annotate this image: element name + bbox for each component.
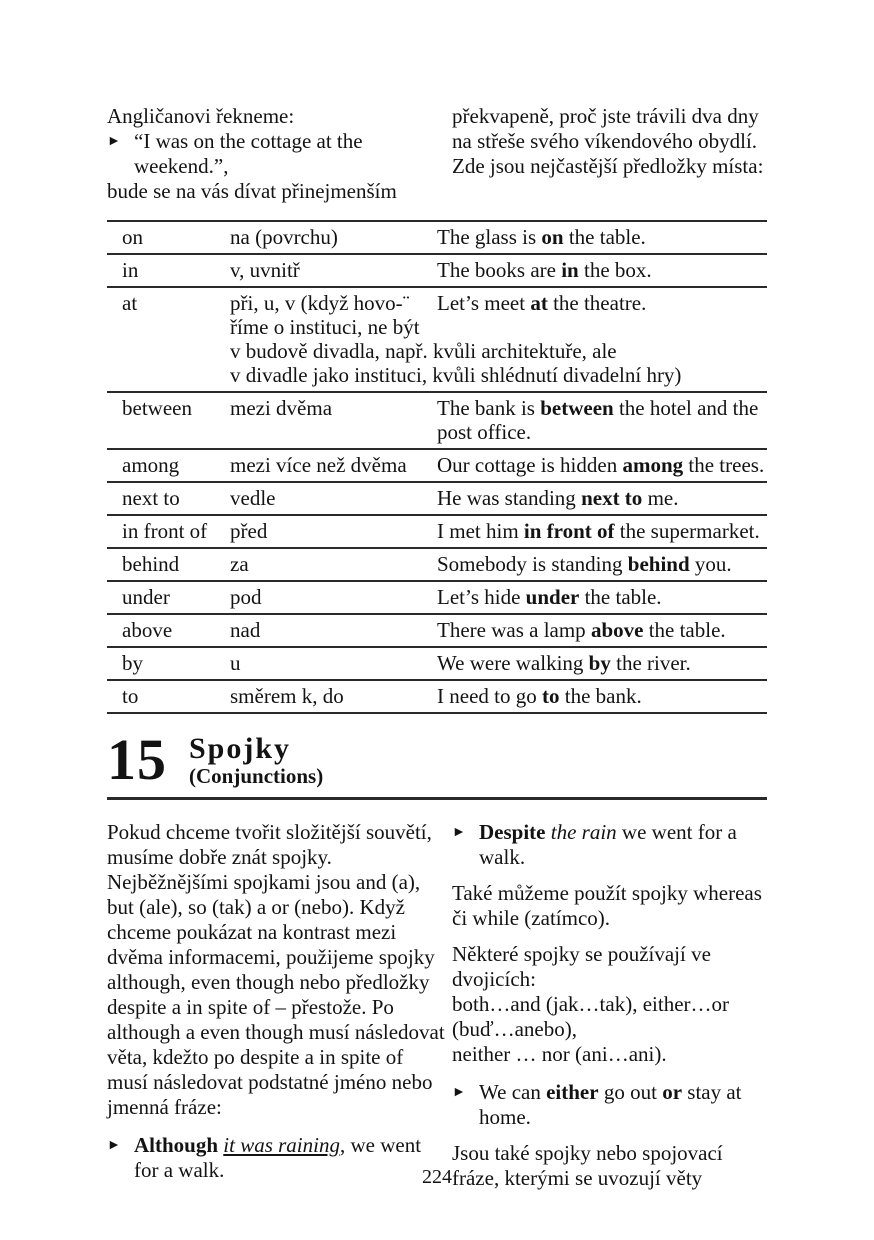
text-segment: it was raining bbox=[223, 1133, 340, 1157]
paragraph-line: překvapeně, proč jste trávili dva dny na střeše svého víkendového obydlí. bbox=[452, 104, 759, 153]
czech-meaning-cell bbox=[230, 396, 437, 444]
text-segment: above bbox=[590, 618, 644, 642]
czech-line: v budově divadla, např. kvůli architektuře, ale bbox=[230, 339, 617, 363]
czech-meaning-cell bbox=[230, 585, 437, 609]
text-segment: The glass is bbox=[437, 225, 542, 249]
body-section bbox=[107, 820, 767, 1194]
example-bullet bbox=[107, 129, 445, 179]
text-segment: stay at home. bbox=[479, 1080, 742, 1129]
czech-line: vedle bbox=[230, 486, 276, 510]
intro-section bbox=[107, 104, 767, 204]
intro-right-column bbox=[452, 104, 767, 204]
text-segment: behind bbox=[627, 552, 690, 576]
text-segment: the supermarket. bbox=[614, 519, 760, 543]
chapter-heading bbox=[107, 727, 767, 800]
chapter-subtitle: (Conjunctions) bbox=[189, 764, 324, 788]
preposition-cell: by bbox=[122, 651, 143, 675]
intro-left-column bbox=[107, 104, 445, 204]
czech-line: směrem k, do bbox=[230, 684, 344, 708]
prepositions-table bbox=[107, 220, 767, 714]
czech-line: mezi více než dvěma bbox=[230, 453, 407, 477]
czech-meaning-cell bbox=[230, 618, 437, 642]
text-segment: in front of bbox=[523, 519, 615, 543]
paragraph-line: Jsou také spojky nebo spojovací fráze, kterými se uvozují věty bbox=[452, 1141, 723, 1190]
text-segment: in bbox=[561, 258, 579, 282]
preposition-cell: in front of bbox=[122, 519, 208, 543]
paragraph-line: Angličanovi řekneme: bbox=[107, 104, 295, 128]
text-segment: the table. bbox=[579, 585, 662, 609]
table-row bbox=[107, 391, 767, 448]
page-footer bbox=[0, 1164, 874, 1190]
text-segment: Our cottage is hidden bbox=[437, 453, 623, 477]
preposition-cell: behind bbox=[122, 552, 180, 576]
paragraph-line: bude se na vás dívat přinejmenším bbox=[107, 179, 397, 203]
text-segment: the rain bbox=[550, 820, 617, 844]
text-segment: There was a lamp bbox=[437, 618, 591, 642]
text-segment: Despite bbox=[479, 820, 551, 844]
table-row bbox=[107, 481, 767, 514]
text-segment: the river. bbox=[610, 651, 691, 675]
preposition-cell: at bbox=[122, 291, 138, 315]
table-row bbox=[107, 253, 767, 286]
text-segment: the bank. bbox=[559, 684, 642, 708]
czech-line: říme o instituci, ne být bbox=[230, 315, 420, 339]
czech-meaning-cell bbox=[230, 519, 437, 543]
table-row bbox=[107, 286, 767, 391]
table-row bbox=[107, 448, 767, 481]
bullet-text bbox=[479, 820, 767, 870]
text-segment: “I was on the cottage at the weekend.”, bbox=[134, 129, 363, 178]
bullet-text bbox=[479, 1080, 767, 1130]
table-row bbox=[107, 514, 767, 547]
preposition-cell: above bbox=[122, 618, 173, 642]
example-bullet bbox=[452, 820, 767, 870]
text-segment: or bbox=[662, 1080, 683, 1104]
example-sentence-cell bbox=[437, 396, 767, 444]
paragraph-line: Také můžeme použít spojky whereas či while (zatímco). bbox=[452, 881, 762, 930]
chapter-number: 15 bbox=[107, 727, 167, 792]
text-segment: by bbox=[588, 651, 611, 675]
example-sentence-cell bbox=[437, 585, 767, 609]
text-segment: He was standing bbox=[437, 486, 582, 510]
table-row bbox=[107, 646, 767, 679]
czech-line: u bbox=[230, 651, 241, 675]
czech-meaning-cell bbox=[230, 486, 437, 510]
paragraph bbox=[452, 104, 767, 154]
bullet-arrow-icon: ► bbox=[452, 1085, 466, 1100]
text-segment: go out bbox=[598, 1080, 663, 1104]
example-sentence-cell bbox=[437, 258, 767, 282]
text-segment: me. bbox=[642, 486, 679, 510]
czech-line: při, u, v (když hovo-¨ bbox=[230, 291, 410, 315]
paragraph-line: Pokud chceme tvořit složitější souvětí, musíme dobře znát spojky. Nejběžnějšími spojkami jsou and (a), but (ale), so (tak) a or (nebo). Když chceme poukázat na kontrast mezi dvěma informacemi, použijeme spojky although, even though nebo předložky despite a in spite of – přestože. Po although a even though musí následovat věta, kdežto po despite a in spite of musí následovat podstatné jméno nebo jmenná fráze: bbox=[107, 820, 445, 1119]
text-segment: next to bbox=[581, 486, 643, 510]
example-sentence-cell bbox=[437, 684, 767, 708]
czech-line: v, uvnitř bbox=[230, 258, 300, 282]
czech-meaning-cell bbox=[230, 258, 437, 282]
paragraph-line: Zde jsou nejčastější předložky místa: bbox=[452, 154, 764, 178]
text-segment: the table. bbox=[563, 225, 646, 249]
text-segment: among bbox=[622, 453, 684, 477]
text-segment: The books are bbox=[437, 258, 562, 282]
preposition-cell: between bbox=[122, 396, 192, 420]
czech-line: nad bbox=[230, 618, 261, 642]
example-bullet bbox=[452, 1080, 767, 1130]
paragraph-line: both…and (jak…tak), either…or (buď…anebo), bbox=[452, 992, 729, 1041]
bullet-text bbox=[134, 129, 445, 179]
text-segment: We were walking bbox=[437, 651, 589, 675]
czech-meaning-cell bbox=[230, 453, 437, 477]
czech-line: na (povrchu) bbox=[230, 225, 338, 249]
text-segment: the box. bbox=[578, 258, 652, 282]
text-segment: I need to go bbox=[437, 684, 542, 708]
text-segment: the theatre. bbox=[547, 291, 647, 315]
text-segment: Although bbox=[134, 1133, 224, 1157]
text-segment: the trees. bbox=[683, 453, 765, 477]
czech-line: pod bbox=[230, 585, 262, 609]
chapter-titles bbox=[189, 732, 323, 789]
preposition-cell: on bbox=[122, 225, 143, 249]
paragraph bbox=[107, 179, 445, 204]
czech-line: v divadle jako instituci, kvůli shlédnutí divadelní hry) bbox=[230, 363, 682, 387]
text-segment: , we went for a walk. bbox=[134, 1133, 422, 1182]
text-segment: on bbox=[541, 225, 564, 249]
text-segment: either bbox=[546, 1080, 599, 1104]
table-row bbox=[107, 613, 767, 646]
paragraph bbox=[107, 820, 445, 1120]
czech-line: mezi dvěma bbox=[230, 396, 333, 420]
text-segment: The bank is bbox=[437, 396, 541, 420]
bullet-arrow-icon: ► bbox=[107, 1138, 121, 1153]
table-row bbox=[107, 679, 767, 712]
preposition-cell: in bbox=[122, 258, 139, 282]
paragraph-line: Některé spojky se používají ve dvojicích: bbox=[452, 942, 711, 991]
example-sentence-cell bbox=[437, 519, 767, 543]
text-segment: under bbox=[525, 585, 580, 609]
preposition-cell: to bbox=[122, 684, 139, 708]
table-row bbox=[107, 547, 767, 580]
example-sentence-cell bbox=[437, 225, 767, 249]
body-left-column bbox=[107, 820, 445, 1194]
table-row bbox=[107, 220, 767, 253]
paragraph bbox=[452, 154, 767, 179]
text-segment: to bbox=[541, 684, 560, 708]
preposition-cell: next to bbox=[122, 486, 180, 510]
bullet-arrow-icon: ► bbox=[107, 134, 121, 149]
text-segment: the hotel and the post office. bbox=[437, 396, 759, 444]
bullet-arrow-icon: ► bbox=[452, 825, 466, 840]
czech-meaning-cell bbox=[230, 552, 437, 576]
example-sentence-cell bbox=[437, 552, 767, 576]
body-right-column bbox=[452, 820, 767, 1194]
text-segment: we went for a walk. bbox=[479, 820, 737, 869]
czech-line: před bbox=[230, 519, 268, 543]
page-number: 224 bbox=[422, 1166, 452, 1188]
text-segment: Let’s hide bbox=[437, 585, 526, 609]
czech-line: za bbox=[230, 552, 249, 576]
preposition-cell: under bbox=[122, 585, 170, 609]
example-sentence-cell bbox=[437, 651, 767, 675]
paragraph-line: neither … nor (ani…ani). bbox=[452, 1042, 667, 1066]
text-segment: Somebody is standing bbox=[437, 552, 628, 576]
text-segment: between bbox=[540, 396, 614, 420]
text-segment: We can bbox=[479, 1080, 547, 1104]
czech-meaning-cell bbox=[230, 225, 437, 249]
text-segment: at bbox=[530, 291, 548, 315]
example-sentence-cell bbox=[437, 486, 767, 510]
preposition-cell: among bbox=[122, 453, 180, 477]
example-sentence-cell bbox=[437, 291, 646, 315]
text-segment: you. bbox=[689, 552, 732, 576]
chapter-title: Spojky bbox=[189, 732, 292, 765]
paragraph bbox=[452, 881, 767, 931]
czech-meaning-cell bbox=[230, 684, 437, 708]
paragraph bbox=[452, 942, 767, 1067]
text-segment: the table. bbox=[643, 618, 726, 642]
example-sentence-cell bbox=[437, 453, 767, 477]
example-sentence-cell bbox=[437, 618, 767, 642]
text-segment: I met him bbox=[437, 519, 524, 543]
text-segment: Let’s meet bbox=[437, 291, 531, 315]
czech-meaning-cell bbox=[230, 651, 437, 675]
paragraph bbox=[107, 104, 445, 129]
table-row bbox=[107, 580, 767, 613]
